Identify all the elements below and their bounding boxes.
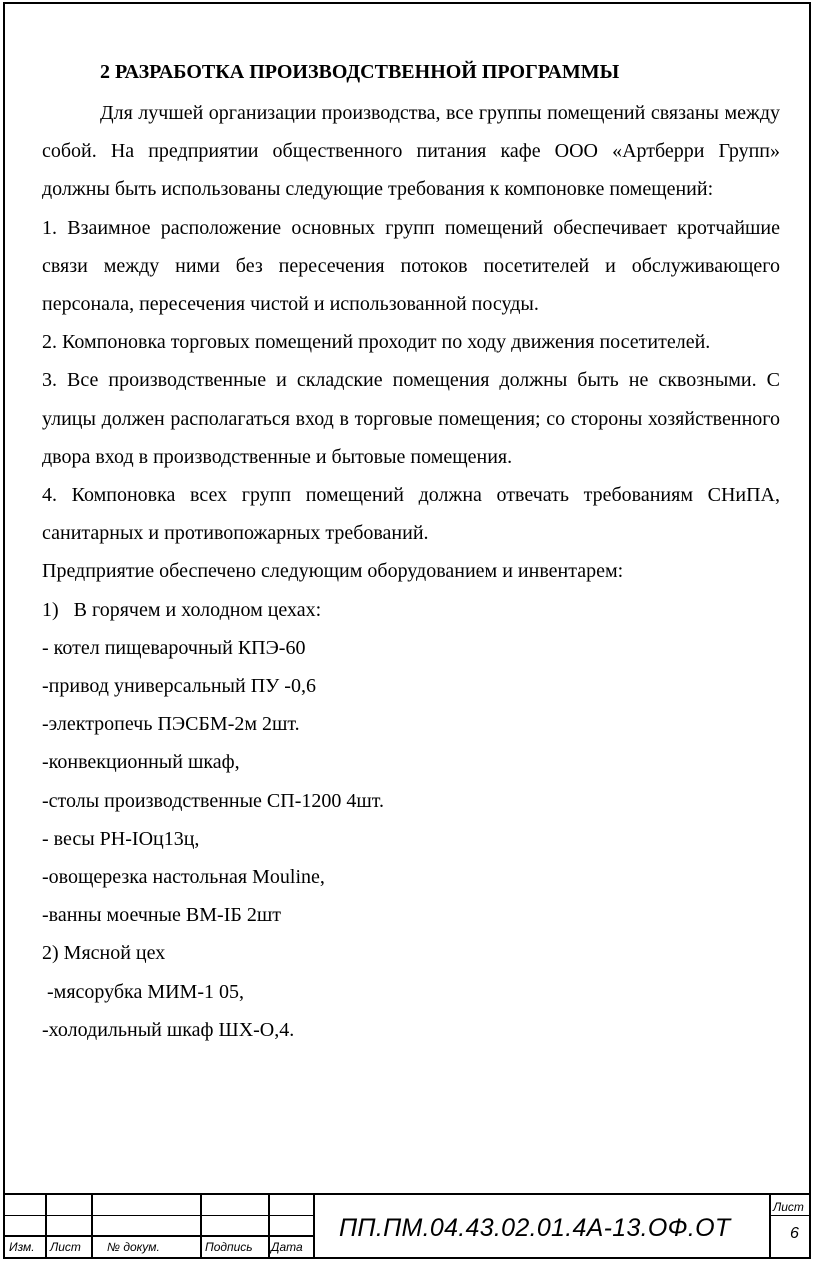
col-izm-label: Изм.	[9, 1240, 35, 1254]
sheet-number: 6	[790, 1225, 799, 1242]
equipment-list-item: -холодильный шкаф ШХ-О,4.	[42, 1018, 295, 1041]
title-block-divider	[769, 1195, 771, 1259]
title-block-row-line	[3, 1235, 313, 1237]
title-block-divider	[91, 1195, 93, 1259]
title-block-divider	[268, 1195, 270, 1259]
title-block-row-line	[3, 1215, 313, 1216]
equipment-list-item: -столы производственные СП-1200 4шт.	[42, 789, 385, 812]
sheet-box-line	[769, 1215, 811, 1216]
title-block-divider	[200, 1195, 202, 1259]
intro-paragraph: Для лучшей организации производства, все группы помещений связаны между собой. На предприятии общественного питания кафе ООО «Артберри Групп» должны быть использованы следующие требования к компоновке помещений:	[42, 102, 780, 201]
document-code: ПП.ПМ.04.43.02.01.4А-13.ОФ.ОТ	[339, 1214, 731, 1242]
title-block	[3, 1193, 811, 1259]
equipment-list-item: -электропечь ПЭСБМ-2м 2шт.	[42, 713, 300, 736]
requirement-1-paragraph: 1. Взаимное расположение основных групп помещений обеспечивает кротчайшие связи между ними без пересечения потоков посетителей и обслуживающего персонала, пересечения чистой и использованной посуды.	[42, 216, 780, 316]
equipment-list-item: -мясорубка МИМ-1 05,	[42, 980, 245, 1003]
requirement-4-paragraph: 4. Компоновка всех групп помещений должна отвечать требованиям СНиПА, санитарных и противопожарных требований.	[42, 484, 780, 545]
requirement-2-paragraph: 2. Компоновка торговых помещений проходит по ходу движения посетителей.	[42, 331, 711, 354]
requirement-3-paragraph: 3. Все производственные и складские помещения должны быть не сквозными. С улицы должен располагаться вход в торговые помещения; со стороны хозяйственного двора вход в производственные и бытовые помещения.	[42, 369, 780, 468]
title-block-divider	[313, 1195, 315, 1259]
equipment-list-item: - котел пищеварочный КПЭ-60	[42, 636, 306, 659]
sheet-label: Лист	[773, 1200, 804, 1214]
equipment-intro-paragraph: Предприятие обеспечено следующим оборудованием и инвентарем:	[42, 560, 624, 583]
col-date-label: Дата	[271, 1240, 303, 1254]
equipment-list-item: -конвекционный шкаф,	[42, 751, 240, 774]
title-block-divider	[45, 1195, 47, 1259]
document-body	[42, 50, 780, 1049]
equipment-list-item: -привод универсальный ПУ -0,6	[42, 675, 316, 698]
equipment-list-item: -ванны моечные ВМ-IБ 2шт	[42, 904, 281, 927]
equipment-list-item: -овощерезка настольная Mouline,	[42, 866, 325, 889]
equipment-list-item: - весы РН-IOц13ц,	[42, 827, 200, 850]
col-doc-number-label: № докум.	[107, 1240, 160, 1254]
equipment-list-item: 1) В горячем и холодном цехах:	[42, 598, 322, 621]
col-list-label: Лист	[50, 1240, 81, 1254]
equipment-list-item: 2) Мясной цех	[42, 942, 166, 965]
col-signature-label: Подпись	[205, 1240, 253, 1254]
section-heading: 2 РАЗРАБОТКА ПРОИЗВОДСТВЕННОЙ ПРОГРАММЫ	[100, 61, 620, 83]
